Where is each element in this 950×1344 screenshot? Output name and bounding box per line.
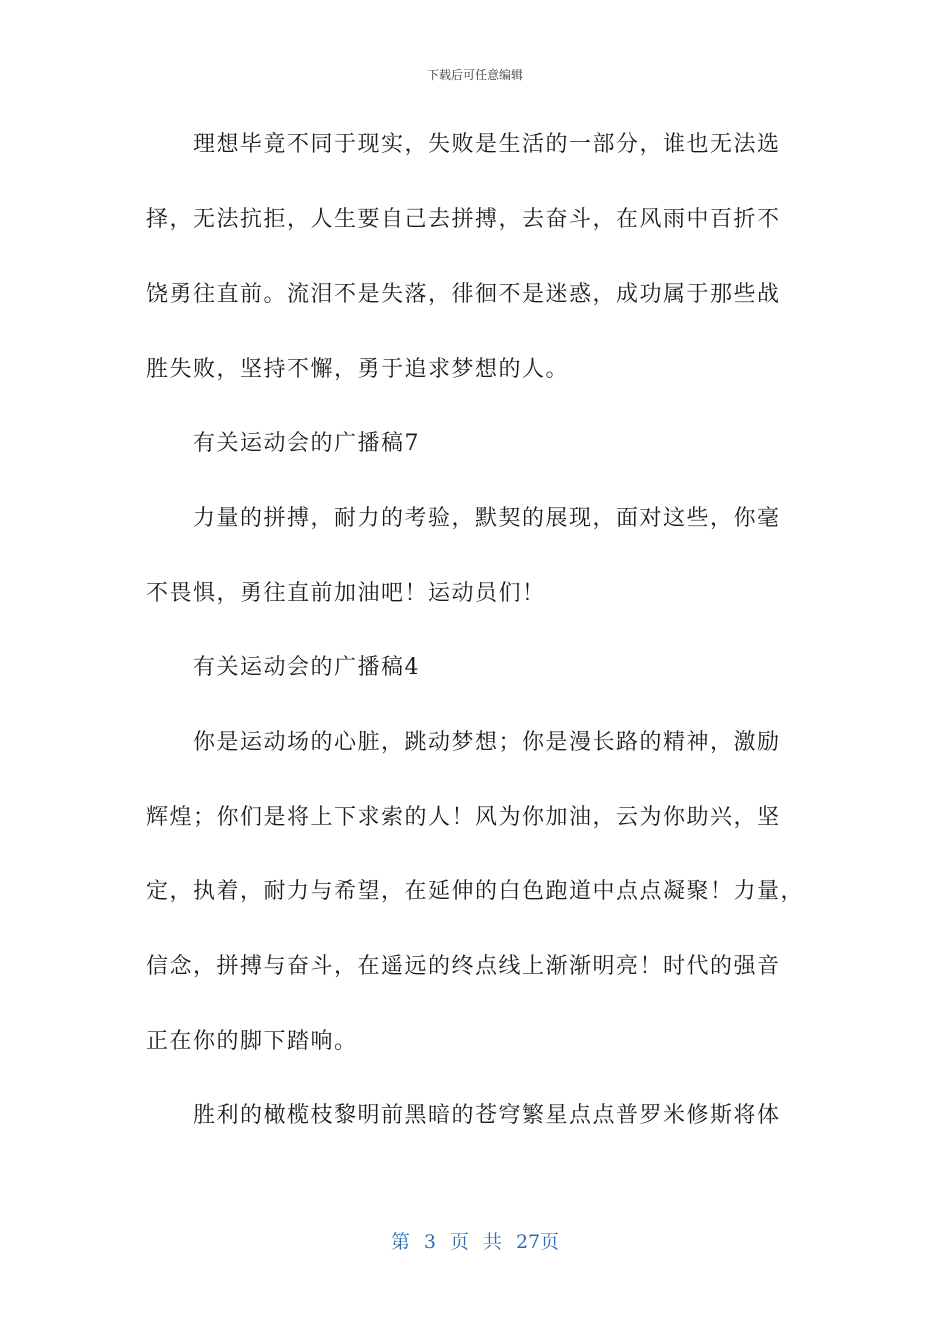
paragraph-line: 胜利的橄榄枝黎明前黑暗的苍穹繁星点点普罗米修斯将体 — [193, 1103, 781, 1128]
paragraph-line: 定，执着，耐力与希望，在延伸的白色跑道中点点凝聚！力量， — [146, 879, 805, 904]
section-heading: 有关运动会的广播稿4 — [193, 655, 420, 680]
paragraph-line: 正在你的脚下踏响。 — [146, 1029, 358, 1054]
footer-total-pages: 27 — [515, 1231, 541, 1253]
footer-current-page: 3 — [423, 1231, 436, 1253]
paragraph-line: 力量的拼搏，耐力的考验，默契的展现，面对这些，你毫 — [193, 506, 781, 531]
footer-prefix: 第 — [390, 1231, 410, 1253]
paragraph-line: 择，无法抗拒，人生要自己去拼搏，去奋斗，在风雨中百折不 — [146, 207, 781, 232]
paragraph-line: 你是运动场的心脏，跳动梦想；你是漫长路的精神，激励 — [193, 730, 781, 755]
paragraph-line: 辉煌；你们是将上下求索的人！风为你加油，云为你助兴，坚 — [146, 805, 781, 830]
section-heading: 有关运动会的广播稿7 — [193, 431, 420, 456]
paragraph-line: 不畏惧，勇往直前加油吧！运动员们！ — [146, 581, 546, 606]
paragraph-line: 理想毕竟不同于现实，失败是生活的一部分，谁也无法选 — [193, 132, 781, 157]
page-footer — [0, 1227, 950, 1254]
page-header: 下载后可任意编辑 — [426, 68, 523, 82]
footer-page-word: 页 — [449, 1231, 469, 1253]
paragraph-line: 信念，拼搏与奋斗，在遥远的终点线上渐渐明亮！时代的强音 — [146, 954, 781, 979]
paragraph-line: 饶勇往直前。流泪不是失落，徘徊不是迷惑，成功属于那些战 — [146, 282, 781, 307]
footer-total-word: 共 — [482, 1231, 502, 1253]
footer-suffix: 页 — [540, 1231, 560, 1253]
paragraph-line: 胜失败，坚持不懈，勇于追求梦想的人。 — [146, 357, 570, 382]
